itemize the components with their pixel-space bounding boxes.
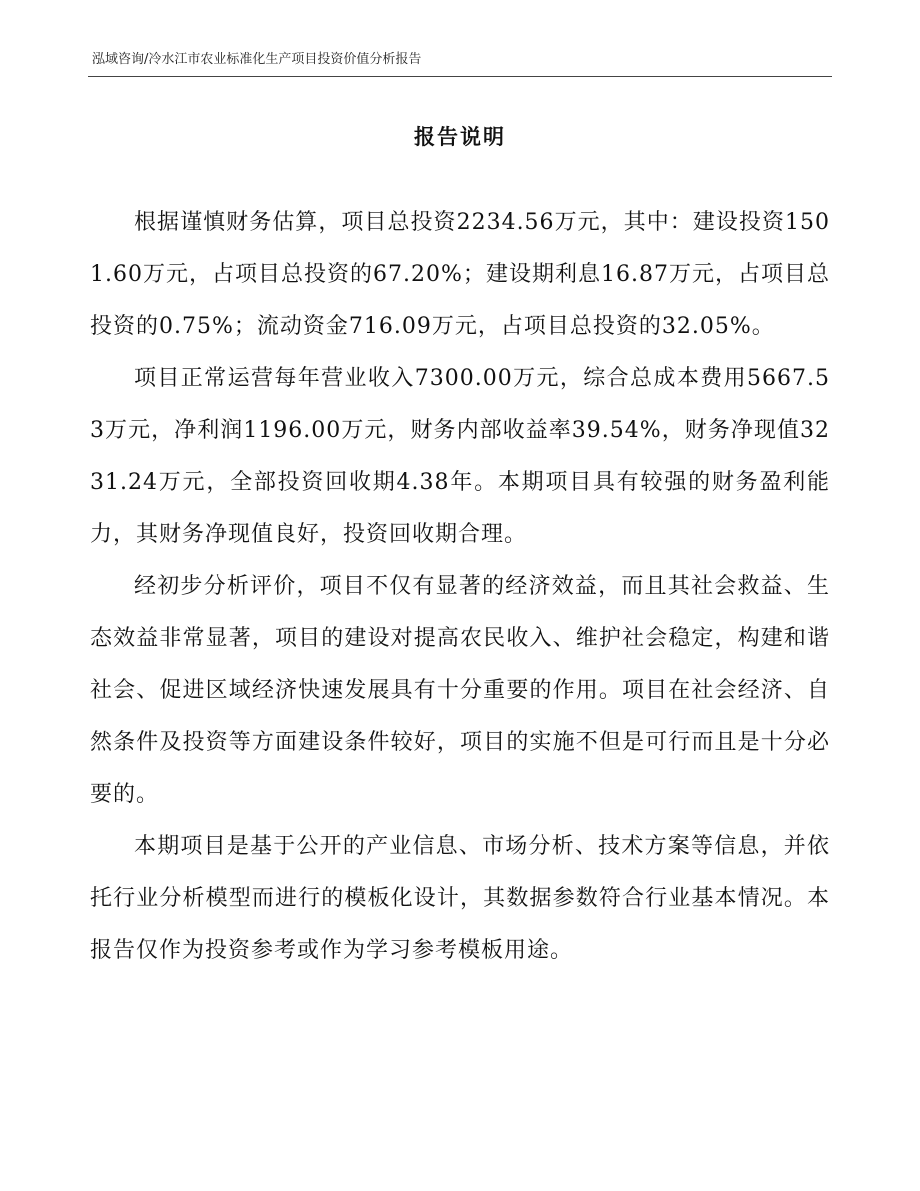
paragraph-disclaimer: 本期项目是基于公开的产业信息、市场分析、技术方案等信息，并依托行业分析模型而进行的模板化设计，其数据参数符合行业基本情况。本报告仅作为投资参考或作为学习参考模板用途。: [90, 834, 830, 963]
paragraph-investment-summary: 根据谨慎财务估算，项目总投资2234.56万元，其中：建设投资1501.60万元，占项目总投资的67.20%；建设期利息16.87万元，占项目总投资的0.75%；流动资金716.09万元，占项目总投资的32.05%。: [90, 210, 830, 339]
page-title: 报告说明: [414, 125, 506, 149]
paragraph-financial-returns: 项目正常运营每年营业收入7300.00万元，综合总成本费用5667.53万元，净利润1196.00万元，财务内部收益率39.54%，财务净现值3231.24万元，全部投资回收期4.38年。本期项目具有较强的财务盈利能力，其财务净现值良好，投资回收期合理。: [90, 366, 830, 547]
running-header: 泓域咨询/冷水江市农业标准化生产项目投资价值分析报告: [92, 52, 422, 67]
paragraph-social-benefits: 经初步分析评价，项目不仅有显著的经济效益，而且其社会救益、生态效益非常显著，项目的建设对提高农民收入、维护社会稳定，构建和谐社会、促进区域经济快速发展具有十分重要的作用。项目在社会经济、自然条件及投资等方面建设条件较好，项目的实施不但是可行而且是十分必要的。: [90, 574, 830, 807]
header-divider: [88, 76, 832, 77]
report-body: [90, 197, 830, 977]
